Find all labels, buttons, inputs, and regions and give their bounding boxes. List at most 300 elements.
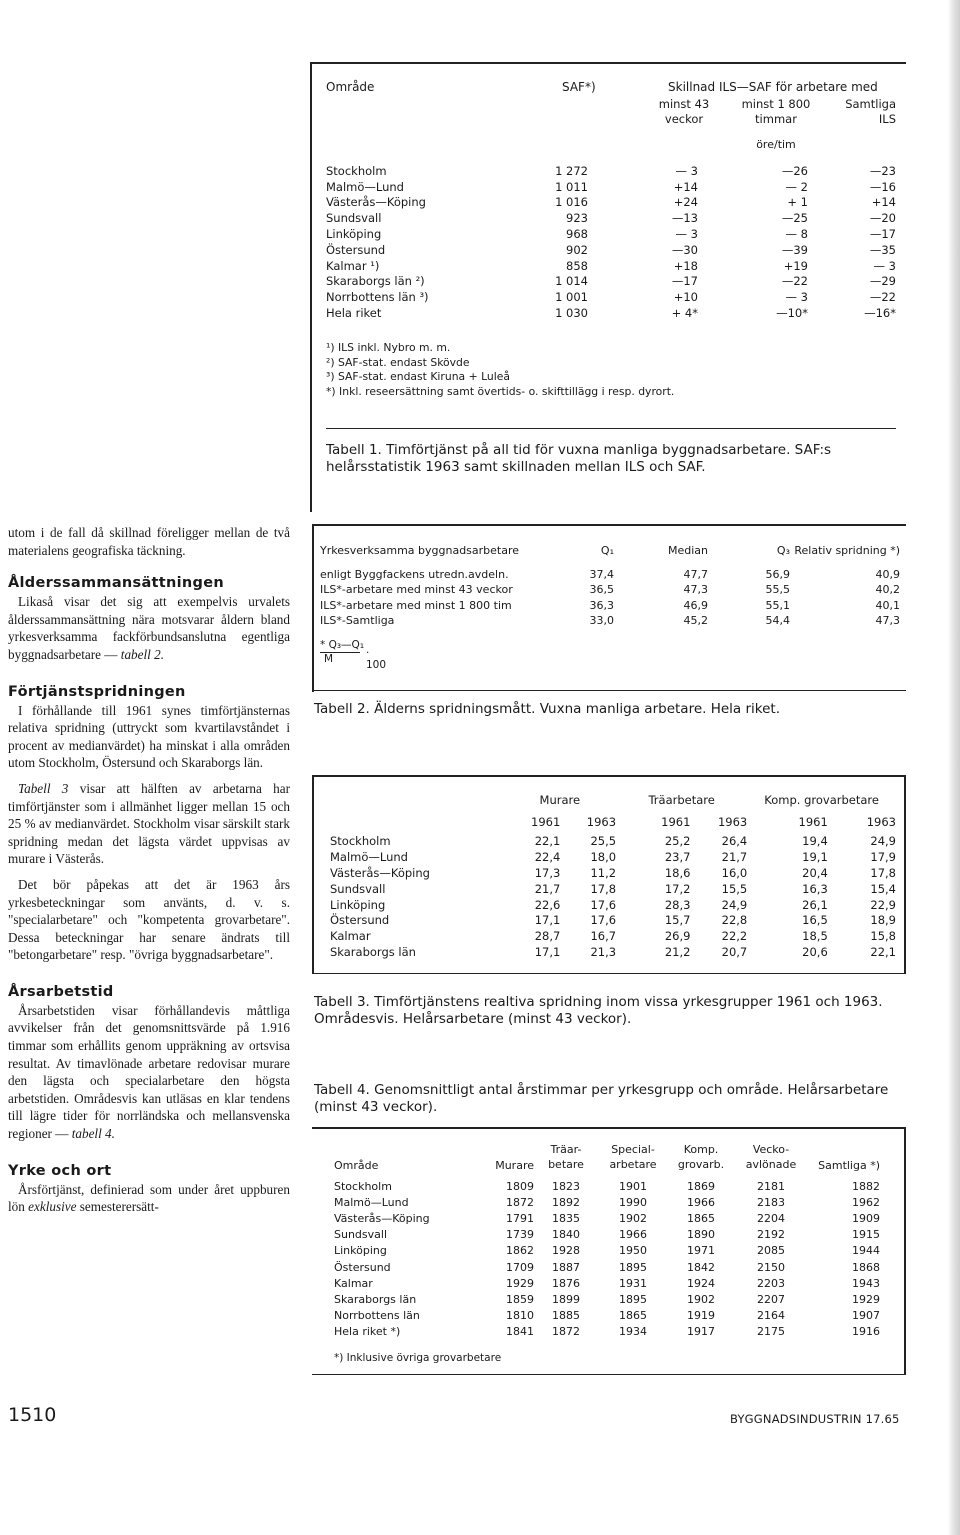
table2-row (320, 582, 900, 598)
table2-q3: 55,5 (765, 583, 790, 597)
table3-area: Skaraborgs län (330, 945, 416, 960)
table3-area: Kalmar (330, 929, 371, 944)
table4-value: 1872 (506, 1195, 534, 1209)
table4-caption: Tabell 4. Genomsnittligt antal årstimmar per yrkesgrupp och område. Helårsarbetare (minst 43 veckor). (314, 1082, 889, 1115)
table2-caption: Tabell 2. Älderns spridningsmått. Vuxna manliga arbetare. Hela riket. (314, 701, 781, 717)
table1-row (326, 195, 896, 211)
table1-row (326, 210, 896, 226)
table4-area: Östersund (334, 1260, 391, 1274)
table3-year: 1963 (586, 814, 617, 829)
table3-value: 26,9 (664, 929, 691, 944)
table4-value: 1915 (852, 1228, 880, 1242)
paragraph-tabell3 (8, 780, 290, 868)
table3-value: 17,1 (534, 945, 561, 960)
table4-row (334, 1275, 880, 1291)
table4-area: Hela riket *) (334, 1325, 401, 1339)
table1-diff-1800-timmar: — 2 (785, 179, 808, 194)
table2-header-median: Median (667, 544, 708, 558)
table4-value: 1868 (852, 1260, 880, 1274)
heading-arsarbetstid: Årsarbetstid (8, 983, 114, 1000)
table3-row (330, 834, 896, 850)
table2-row (320, 598, 900, 614)
table1-unit: öre/tim (756, 138, 796, 151)
table3-year-row (330, 814, 896, 830)
table3-row (330, 897, 896, 913)
table3-value: 17,3 (534, 866, 561, 881)
table3-value: 15,5 (721, 881, 748, 896)
table1-header-diff: Skillnad ILS—SAF för arbetare med (668, 80, 878, 94)
table1-diff-43-veckor: — 3 (675, 227, 698, 242)
table4-value: 2164 (757, 1309, 785, 1323)
table1-row (326, 258, 896, 274)
table4-value: 1739 (506, 1228, 534, 1242)
table3-area: Malmö—Lund (330, 850, 408, 865)
table1-saf: 1 030 (555, 306, 588, 321)
table4-area: Västerås—Köping (334, 1211, 430, 1225)
table1-diff-1800-timmar: +19 (783, 258, 808, 273)
table4-value: 1931 (619, 1276, 647, 1290)
page-number: 1510 (8, 1404, 57, 1426)
table2-rel: 40,9 (875, 567, 900, 581)
paragraph-arsarbetstid-text: Årsarbetstiden visar förhållandevis måttliga avvikelser från det genomsnittsvärde på 1.916 timmar som erhållits genom uppräkning av ortsvisa resultat. Av timavlönade arbetare redovisar murare den lägsta och specialarbetare den högsta arbetstiden. Områdesvis kan utläsas en klar tendens till lägre tider för norrländska och mellansvenska regioner — (8, 1002, 290, 1142)
table2-header-rel: Relativ spridning *) (794, 544, 900, 558)
table3-value: 15,8 (870, 929, 896, 944)
table1-diff-samtliga: —22 (869, 290, 896, 305)
table1-left-border (310, 62, 312, 512)
table1-saf: 1 016 (555, 195, 588, 210)
table4-value: 1950 (619, 1244, 647, 1258)
table1-header-col2-line1: minst 1 800 (741, 97, 811, 111)
table2-median: 45,2 (683, 614, 708, 628)
table1-diff-samtliga: —16* (864, 306, 896, 321)
table4-row (334, 1308, 880, 1324)
table3-row (330, 881, 896, 897)
table4-header-tra-2: betare (548, 1158, 584, 1171)
table3-area: Västerås—Köping (330, 866, 430, 881)
table2-top-rule (312, 524, 906, 526)
table1-diff-1800-timmar: —26 (781, 163, 808, 178)
table4-value: 1943 (852, 1276, 880, 1290)
table4-value: 1842 (687, 1260, 715, 1274)
table3-value: 16,0 (721, 866, 748, 881)
table4-header-tra-1: Träar- (550, 1143, 582, 1156)
table4-value: 1907 (852, 1309, 880, 1323)
table1-diff-1800-timmar: + 1 (787, 195, 808, 210)
table4-value: 1944 (852, 1244, 880, 1258)
table1-diff-1800-timmar: — 3 (785, 290, 808, 305)
table1-diff-samtliga: —20 (869, 211, 896, 226)
table1-saf: 1 001 (555, 290, 588, 305)
table2-rel: 47,3 (875, 614, 900, 628)
table3-right-border (904, 775, 906, 973)
table1-area: Stockholm (326, 163, 387, 178)
table3-row (330, 928, 896, 944)
table1-diff-samtliga: —16 (869, 179, 896, 194)
table3-value: 22,1 (534, 834, 561, 849)
table4-area: Norrbottens län (334, 1309, 420, 1323)
table4-value: 2150 (757, 1260, 785, 1274)
table1-diff-43-veckor: +18 (673, 258, 698, 273)
table2-label: enligt Byggfackens utredn.avdeln. (320, 567, 509, 581)
table1-row (326, 289, 896, 305)
heading-yrke-och-ort: Yrke och ort (8, 1162, 112, 1179)
table3-group-murare: Murare (539, 792, 581, 807)
table1-area: Sundsvall (326, 211, 382, 226)
table1-row (326, 179, 896, 195)
table1-row (326, 163, 896, 179)
table1-diff-43-veckor: +10 (673, 290, 698, 305)
table4-value: 1865 (619, 1309, 647, 1323)
table1-header-col3 (831, 97, 896, 127)
table4-value: 1916 (852, 1325, 880, 1339)
table1-area: Kalmar ¹) (326, 258, 380, 273)
table3-value: 16,5 (802, 913, 828, 928)
table1-area: Östersund (326, 242, 386, 257)
table4-value: 1966 (619, 1228, 647, 1242)
table2-q3: 55,1 (765, 598, 790, 612)
table1-diff-samtliga: — 3 (873, 258, 896, 273)
table1-diff-43-veckor: — 3 (675, 163, 698, 178)
table4-header-komp (668, 1142, 734, 1172)
table3-value: 24,9 (870, 834, 896, 849)
table4-value: 1859 (506, 1292, 534, 1306)
table4-value: 2085 (757, 1244, 785, 1258)
table4-value: 1895 (619, 1292, 647, 1306)
table1-diff-samtliga: —29 (869, 274, 896, 289)
table1-note-2: ²) SAF-stat. endast Skövde (326, 355, 470, 369)
table2-header-row (320, 543, 900, 559)
table3-value: 17,8 (870, 866, 896, 881)
table3 (330, 792, 896, 960)
table3-top-rule (312, 775, 906, 777)
table4-header-tra (534, 1142, 598, 1172)
table4-value: 1901 (619, 1179, 647, 1193)
table4-value: 1902 (687, 1292, 715, 1306)
table1-area: Norrbottens län ³) (326, 290, 429, 305)
table2-q3: 54,4 (765, 614, 790, 628)
table4-value: 1929 (852, 1292, 880, 1306)
paragraph-alder (8, 593, 290, 663)
table4-value: 1869 (687, 1179, 715, 1193)
table4-value: 1934 (619, 1325, 647, 1339)
ref-tabell-4: tabell 4. (71, 1126, 115, 1142)
table1-saf: 968 (566, 227, 588, 242)
table3-value: 20,6 (802, 945, 828, 960)
table1-header-area: Område (326, 80, 375, 94)
table1-diff-1800-timmar: —10* (776, 306, 808, 321)
table4-value: 1882 (852, 1179, 880, 1193)
table3-value: 21,7 (534, 881, 561, 896)
table3-value: 16,3 (802, 881, 828, 896)
table4-area: Stockholm (334, 1179, 392, 1193)
table1-diff-1800-timmar: —39 (781, 242, 808, 257)
table2-header-label: Yrkesverksamma byggnadsarbetare (320, 544, 520, 558)
heading-fortjanstspridningen: Förtjänstspridningen (8, 683, 186, 700)
table2 (320, 543, 900, 671)
table3-value: 17,2 (664, 881, 691, 896)
table3-value: 18,0 (590, 850, 617, 865)
table1-top-rule (310, 62, 906, 64)
table3-value: 21,2 (664, 945, 691, 960)
table4-value: 1887 (552, 1260, 580, 1274)
table4-header-spec-1: Special- (611, 1143, 655, 1156)
table1-diff-samtliga: —35 (869, 242, 896, 257)
table2-q1: 37,4 (589, 567, 614, 581)
table2-left-border (312, 524, 314, 692)
table3-year: 1963 (866, 814, 896, 829)
paragraph-yrkesbeteckningar: Det bör påpekas att det är 1963 års yrkesbeteckningar som använts, d. v. s. "specialarbetare" och "kompetenta grovarbetare". Dessa beteckningar har senare ändrats till "betongarbetare" resp. "övriga byggnadsarbetare". (8, 876, 290, 963)
table1-header-col1 (644, 97, 724, 127)
ref-tabell-3: Tabell 3 (18, 780, 69, 796)
table4-header-spec-2: arbetare (609, 1158, 657, 1171)
table3-value: 17,9 (870, 850, 896, 865)
table3-value: 19,4 (802, 834, 828, 849)
table1-header-col2-line2: timmar (755, 112, 797, 126)
table1-diff-samtliga: —23 (869, 163, 896, 178)
table3-grid (330, 792, 896, 960)
left-column (8, 524, 290, 1216)
table3-group-komp: Komp. grovarbetare (764, 792, 879, 807)
table1-note-4: *) Inkl. reseersättning samt övertids- o. skifttillägg i resp. dyrort. (326, 384, 675, 398)
table3-bottom-rule (312, 973, 906, 974)
table4-value: 2181 (757, 1179, 785, 1193)
paragraph-yrke-text: Årsförtjänst, definierad som under året uppburen lön (8, 1181, 290, 1215)
table4-area: Skaraborgs län (334, 1292, 417, 1306)
table3-value: 21,3 (590, 945, 617, 960)
table3-value: 15,4 (870, 881, 896, 896)
table3-value: 23,7 (664, 850, 691, 865)
table3-value: 17,6 (590, 913, 617, 928)
table3-area: Linköping (330, 897, 386, 912)
table3-value: 18,6 (664, 866, 691, 881)
table4-row (334, 1178, 880, 1194)
table4-value: 1917 (687, 1325, 715, 1339)
table2-q1: 36,3 (589, 598, 614, 612)
table4-value: 2175 (757, 1325, 785, 1339)
table3-value: 22,9 (870, 897, 896, 912)
table3-value: 25,2 (664, 834, 691, 849)
table3-row (330, 865, 896, 881)
journal-name: BYGGNADSINDUSTRIN 17.65 (730, 1412, 900, 1426)
table3-year: 1961 (661, 814, 691, 829)
table4-area: Kalmar (334, 1276, 373, 1290)
table4-header-komp-1: Komp. (683, 1143, 719, 1156)
table1-diff-43-veckor: —13 (671, 211, 698, 226)
table3-value: 16,7 (590, 929, 617, 944)
table4-grid (334, 1142, 880, 1340)
table2-q1: 33,0 (589, 614, 614, 628)
table4-note: *) Inklusive övriga grovarbetare (334, 1351, 502, 1364)
table4-header-vecko-1: Vecko- (752, 1143, 790, 1156)
table3-value: 22,6 (534, 897, 561, 912)
table2-median: 46,9 (683, 598, 708, 612)
table2-row (320, 567, 900, 583)
table4-value: 1809 (506, 1179, 534, 1193)
table2-rel: 40,2 (875, 583, 900, 597)
table4-value: 2192 (757, 1228, 785, 1242)
table3-value: 28,7 (534, 929, 561, 944)
table4-value: 1840 (552, 1228, 580, 1242)
paragraph-yrke-och-ort (8, 1181, 290, 1216)
table4-row (334, 1210, 880, 1226)
table1 (326, 80, 896, 399)
table4-header-area: Område (334, 1159, 379, 1172)
paragraph-tabell3-text: visar att hälften av arbetarna har timförtjänster som i allmänhet ligger mellan 15 och 25 % av medianvärdet. Stockholm visar särskilt stark spridning medan det lägsta värdet uppvisas av murare i Västerås. (8, 780, 291, 867)
table3-value: 24,9 (721, 897, 748, 912)
table1-diff-43-veckor: +24 (673, 195, 698, 210)
table4-value: 1865 (687, 1211, 715, 1225)
table4-value: 1924 (687, 1276, 715, 1290)
table4-value: 1709 (506, 1260, 534, 1274)
table4-value: 1929 (506, 1276, 534, 1290)
table4 (334, 1142, 880, 1364)
table4-value: 1899 (552, 1292, 580, 1306)
table1-body (326, 163, 896, 321)
table2-formula (320, 639, 387, 671)
table1-area: Malmö—Lund (326, 179, 404, 194)
table4-value: 2183 (757, 1195, 785, 1209)
table4-value: 1962 (852, 1195, 880, 1209)
paragraph-spridning: I förhållande till 1961 synes timförtjänsternas relativa spridning (uttryckt som kvartilavståndet i procent av medianvärdet) ha minskat i alla områden utom Stockholm, Östersund och Skaraborgs län. (8, 702, 290, 771)
table3-row (330, 913, 896, 929)
table1-diff-43-veckor: + 4* (671, 306, 698, 321)
table1-note-3: ³) SAF-stat. endast Kiruna + Luleå (326, 370, 510, 384)
table1-saf: 1 272 (555, 163, 588, 178)
table3-value: 26,4 (721, 834, 748, 849)
table2-q1: 36,5 (589, 583, 614, 597)
table2-formula-denominator: M (324, 653, 334, 665)
table3-value: 11,2 (590, 866, 617, 881)
table3-value: 20,7 (721, 945, 748, 960)
table1-saf: 858 (566, 258, 588, 273)
table3-row (330, 944, 896, 960)
table1-header-col2 (731, 97, 821, 127)
table4-value: 1928 (552, 1244, 580, 1258)
table3-value: 19,1 (802, 850, 828, 865)
table1-diff-1800-timmar: —25 (781, 211, 808, 226)
table3-value: 15,7 (664, 913, 691, 928)
table4-value: 1966 (687, 1195, 715, 1209)
table3-value: 17,6 (590, 897, 617, 912)
table3-year: 1961 (798, 814, 828, 829)
table4-value: 1835 (552, 1211, 580, 1225)
table4-right-border (904, 1127, 906, 1374)
table2-formula-factor: · 100 (366, 647, 387, 671)
table4-value: 1823 (552, 1179, 580, 1193)
table1-notes (326, 341, 896, 399)
table1-caption: Tabell 1. Timförtjänst på all tid för vuxna manliga byggnadsarbetare. SAF:s helårsstatistik 1963 samt skillnaden mellan ILS och SAF. (326, 442, 832, 475)
table1-diff-43-veckor: +14 (673, 179, 698, 194)
table3-value: 25,5 (590, 834, 617, 849)
table3-value: 18,9 (870, 913, 896, 928)
table3-value: 22,8 (721, 913, 748, 928)
ref-tabell-2: tabell 2. (120, 646, 165, 662)
table2-formula-numerator: * Q₃—Q₁ (320, 639, 365, 651)
table3-year: 1963 (717, 814, 748, 829)
table4-value: 1841 (506, 1325, 534, 1339)
table4-value: 2204 (757, 1211, 785, 1225)
table1-note-1: ¹) ILS inkl. Nybro m. m. (326, 340, 451, 354)
table3-row (330, 849, 896, 865)
table4-value: 2207 (757, 1292, 785, 1306)
table2-bottom-rule (312, 690, 906, 691)
table1-header-saf: SAF*) (562, 80, 596, 94)
table4-header-murare: Murare (495, 1159, 534, 1172)
table3-value: 22,1 (870, 945, 896, 960)
table1-area: Skaraborgs län ²) (326, 274, 425, 289)
table1-header-col1-line2: veckor (664, 112, 704, 126)
table3-group-row (330, 792, 896, 808)
table4-value: 1895 (619, 1260, 647, 1274)
table2-label: ILS*-arbetare med minst 43 veckor (320, 583, 513, 597)
table2-q3: 56,9 (765, 567, 790, 581)
table2-row (320, 613, 900, 629)
table4-area: Linköping (334, 1244, 387, 1258)
table1-diff-43-veckor: —30 (671, 242, 698, 257)
table2-median: 47,7 (683, 567, 708, 581)
table4-header-vecko (734, 1142, 808, 1172)
table4-row (334, 1227, 880, 1243)
table4-area: Sundsvall (334, 1228, 388, 1242)
heading-alderssammansattningen: Ålderssammansättningen (8, 575, 224, 592)
table3-value: 21,7 (721, 850, 748, 865)
table3-area: Östersund (330, 913, 390, 928)
table1-diff-1800-timmar: —22 (781, 274, 808, 289)
table4-row (334, 1243, 880, 1259)
table1-bottom-rule (326, 428, 896, 429)
table3-area: Sundsvall (330, 881, 386, 896)
table4-value: 1919 (687, 1309, 715, 1323)
table1-header-col3-line1: Samtliga (845, 97, 896, 111)
table2-label: ILS*-Samtliga (320, 614, 395, 628)
table2-rel: 40,1 (875, 598, 900, 612)
table4-header-komp-2: grovarb. (677, 1158, 725, 1171)
table2-label: ILS*-arbetare med minst 1 800 tim (320, 598, 512, 612)
table3-area: Stockholm (330, 834, 391, 849)
paragraph-yrke-end: semesterersätt- (79, 1199, 159, 1215)
table3-value: 18,5 (802, 929, 828, 944)
table1-header-col1-line1: minst 43 (658, 97, 710, 111)
table1-diff-1800-timmar: — 8 (785, 227, 808, 242)
table3-value: 22,2 (721, 929, 748, 944)
table2-header-q3: Q₃ (776, 544, 790, 558)
table3-value: 17,8 (590, 881, 617, 896)
emphasis-exklusive: exklusive (28, 1199, 77, 1215)
table4-value: 2203 (757, 1276, 785, 1290)
table4-area: Malmö—Lund (334, 1195, 409, 1209)
table1-diff-samtliga: +14 (871, 195, 896, 210)
table4-value: 1892 (552, 1195, 580, 1209)
table4-value: 1876 (552, 1276, 580, 1290)
table2-header-q1: Q₁ (600, 544, 614, 558)
table1-row (326, 242, 896, 258)
table3-left-border (312, 775, 314, 973)
table4-value: 1872 (552, 1325, 580, 1339)
table4-row (334, 1194, 880, 1210)
table3-group-trarbetare: Träarbetare (648, 792, 715, 807)
table1-row (326, 226, 896, 242)
table4-header-vecko-2: avlönade (745, 1158, 797, 1171)
table4-header-row (334, 1142, 880, 1172)
table4-bottom-rule (312, 1374, 906, 1375)
table1-row (326, 305, 896, 321)
table1-area: Västerås—Köping (326, 195, 426, 210)
table4-value: 1902 (619, 1211, 647, 1225)
table3-year: 1961 (531, 814, 561, 829)
table1-saf: 902 (566, 242, 588, 257)
table2-median: 47,3 (683, 583, 708, 597)
paragraph-alder-text: Likaså visar det sig att exempelvis urvalets ålderssammansättning nära motsvarar åldern bland yrkesverksamma fackförbundsanslutna egentliga byggnadsarbetare — (8, 594, 290, 662)
